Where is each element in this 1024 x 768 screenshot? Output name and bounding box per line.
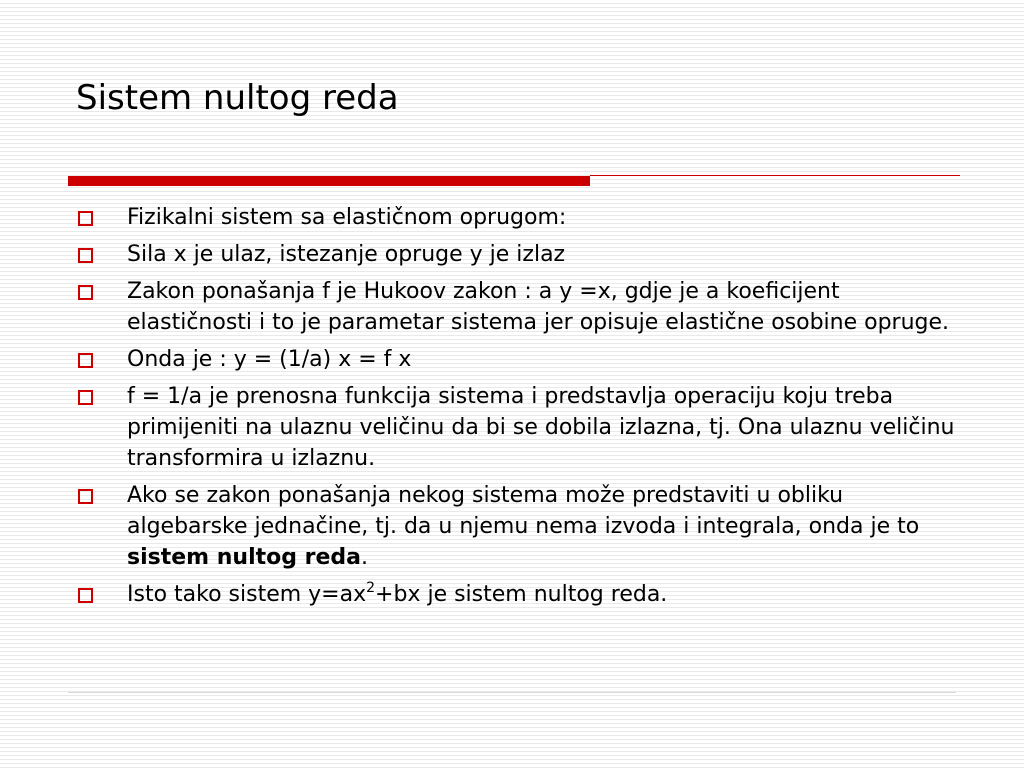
title-divider-thick (68, 176, 590, 186)
text-run: Isto tako sistem y=ax (127, 582, 367, 607)
bullet-item (76, 579, 956, 610)
bullet-item (76, 276, 956, 338)
bullet-item (76, 239, 956, 270)
bullet-text (127, 279, 949, 335)
text-run: f = 1/a je prenosna funkcija sistema i predstavlja operaciju koju treba primijeniti na ulaznu veličinu da bi se dobila izlazna, tj. Ona ulaznu veličinu transformira u izlaznu. (127, 384, 955, 471)
bullet-item (76, 344, 956, 375)
text-run: Ako se zakon ponašanja nekog sistema može predstaviti u obliku algebarske jednačine, tj. da u njemu nema izvoda i integrala, onda je to (127, 483, 920, 539)
bullet-text (127, 582, 667, 607)
square-bullet-icon (78, 211, 93, 226)
bullet-item (76, 381, 956, 474)
slide-title: Sistem nultog reda (76, 78, 399, 118)
text-run: +bx je sistem nultog reda. (375, 582, 668, 607)
text-run: Sila x je ulaz, istezanje opruge y je izlaz (127, 242, 566, 267)
bullet-item (76, 480, 956, 573)
bullet-text (127, 483, 919, 570)
title-divider-thin (590, 175, 960, 176)
bullet-text (127, 347, 411, 372)
square-bullet-icon (78, 588, 93, 603)
square-bullet-icon (78, 248, 93, 263)
bold-term: sistem nultog reda (127, 545, 362, 570)
bullet-list (76, 202, 956, 616)
square-bullet-icon (78, 285, 93, 300)
square-bullet-icon (78, 390, 93, 405)
text-run: Fizikalni sistem sa elastičnom oprugom: (127, 205, 567, 230)
superscript: 2 (366, 580, 376, 596)
bullet-text (127, 242, 565, 267)
text-run: Onda je : y = (1/a) x = f x (127, 347, 412, 372)
bullet-text (127, 205, 566, 230)
text-run: . (361, 545, 369, 570)
footer-divider (68, 692, 956, 693)
text-run: Zakon ponašanja f je Hukoov zakon : a y =x, gdje je a koeficijent elastičnosti i to je parametar sistema jer opisuje elastične osobine opruge. (127, 279, 950, 335)
bullet-text (127, 384, 954, 471)
bullet-item (76, 202, 956, 233)
square-bullet-icon (78, 353, 93, 368)
square-bullet-icon (78, 489, 93, 504)
